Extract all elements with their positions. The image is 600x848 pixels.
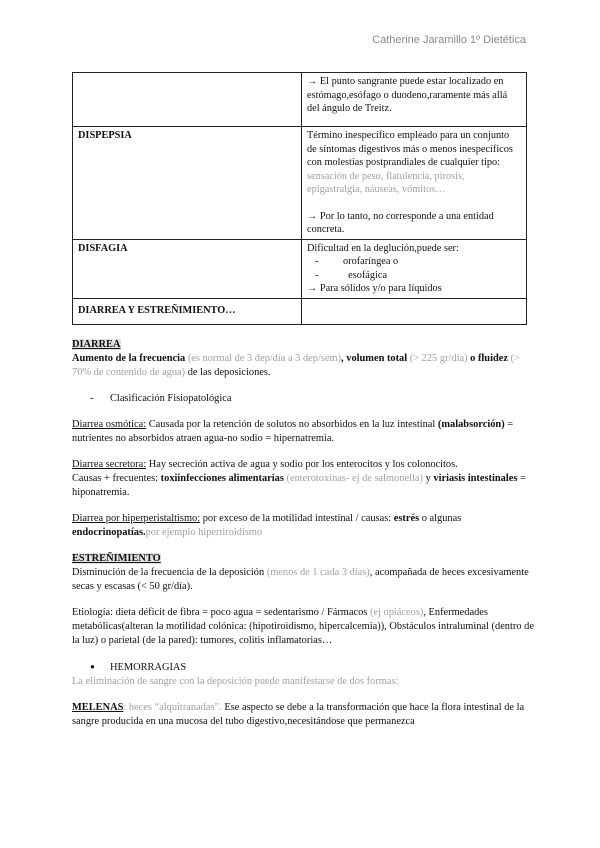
melenas-definition: MELENAS: heces “alquitranadas”. Ese aspecto se debe a la transformación que hace la flora intestinal de la sangre producida en una mucosa del tubo digestivo,necesitándose que permanezca [72,702,525,727]
hemorragias-bullet: ● HEMORRAGIAS [90,662,187,673]
estrenimiento-etiologia: Etiología: dieta déficit de fibra = poco agua = sedentarismo / Fármacos (ej opiáceos), Enfermedades metabólicas(alteran la motilidad colónica: (hipotiroidismo, hipercalcemia)), Obstáculos intraluminal (dentro de la luz) o parietal (de la pared): tumores, colitis inflamatorias… [72,607,534,646]
dispepsia-symptoms: sensación de peso, flatulencia, pirosis, epigastralgia, náuseas, vómitos… [307,170,465,195]
classification-bullet: - Clasificación Fisiopatológica [90,393,232,404]
diarrea-definition: Aumento de la frecuencia (es normal de 3 dep/día a 3 dep/sem), volumen total (> 225 gr/día) o fluidez (> 70% de contenido de agua) de las deposiciones. [72,353,520,378]
diarrea-hiperperistaltismo: Diarrea por hiperperistaltismo: por exceso de la motilidad intestinal / causas: estrés o algunas endocrinopatías.por ejemplo hipertiroidismo [72,513,462,538]
bullet-dot-icon: ● [90,662,95,671]
table-cell-term: DISPEPSIA [73,127,302,240]
table-cell-term [73,73,302,127]
section-title-diarrea: DIARREA [72,339,121,350]
table-row [73,298,527,324]
diarrea-secretora: Diarrea secretora: Hay secreción activa de agua y sodio por los enterocitos y los colonocitos. Causas + frecuentes: toxiinfecciones alimentarias (enterotoxinas- ej de salmonella) y viriasis intestinales = hiponatremia. [72,459,526,498]
disfagia-types-list [307,255,521,282]
table-cell-definition: → El punto sangrante puede estar localizado en estómago,esófago o duodeno,raramente más allá del ángulo de Treitz. [302,73,527,127]
diarrea-osmotica: Diarrea osmótica: Causada por la retención de solutos no absorbidos en la luz intestinal (malabsorción) = nutrientes no absorbidos atraen agua-no sodio = hipernatremia. [72,419,514,444]
disfagia-conclusion: → Para sólidos y/o para líquidos [307,283,442,294]
table-cell-term: DISFAGIA [73,239,302,298]
table-cell-definition [302,127,527,240]
hemorragias-intro: La eliminación de sangre con la deposición puede manifestarse de dos formas: [72,676,399,687]
document-body [72,338,534,729]
list-item: - orofaríngea o [315,256,399,267]
table-row [73,127,527,240]
disfagia-definition: Dificultad en la deglución,puede ser: [307,242,459,254]
dispepsia-conclusion: → Por lo tanto, no corresponde a una entidad concreta. [307,210,494,235]
terms-table [72,72,527,325]
document-header-author: Catherine Jaramillo 1º Dietética [372,34,526,46]
section-title-estrenimiento: ESTREÑIMIENTO [72,553,161,564]
estrenimiento-definition: Disminución de la frecuencia de la deposición (menos de 1 cada 3 días), acompañada de heces excesivamente secas y escasas (< 50 gr/día). [72,567,529,592]
table-cell-definition [302,239,527,298]
dispepsia-definition: Término inespecífico empleado para un conjunto de síntomas digestivos más o menos inespecíficos con molestias postprandiales de cualquier tipo: [307,130,513,168]
table-cell-definition [302,298,527,324]
table-row [73,239,527,298]
table-row [73,73,527,127]
list-item: - esofágica [315,269,388,281]
table-cell-term: DIARREA Y ESTREÑIMIENTO… [73,298,302,324]
